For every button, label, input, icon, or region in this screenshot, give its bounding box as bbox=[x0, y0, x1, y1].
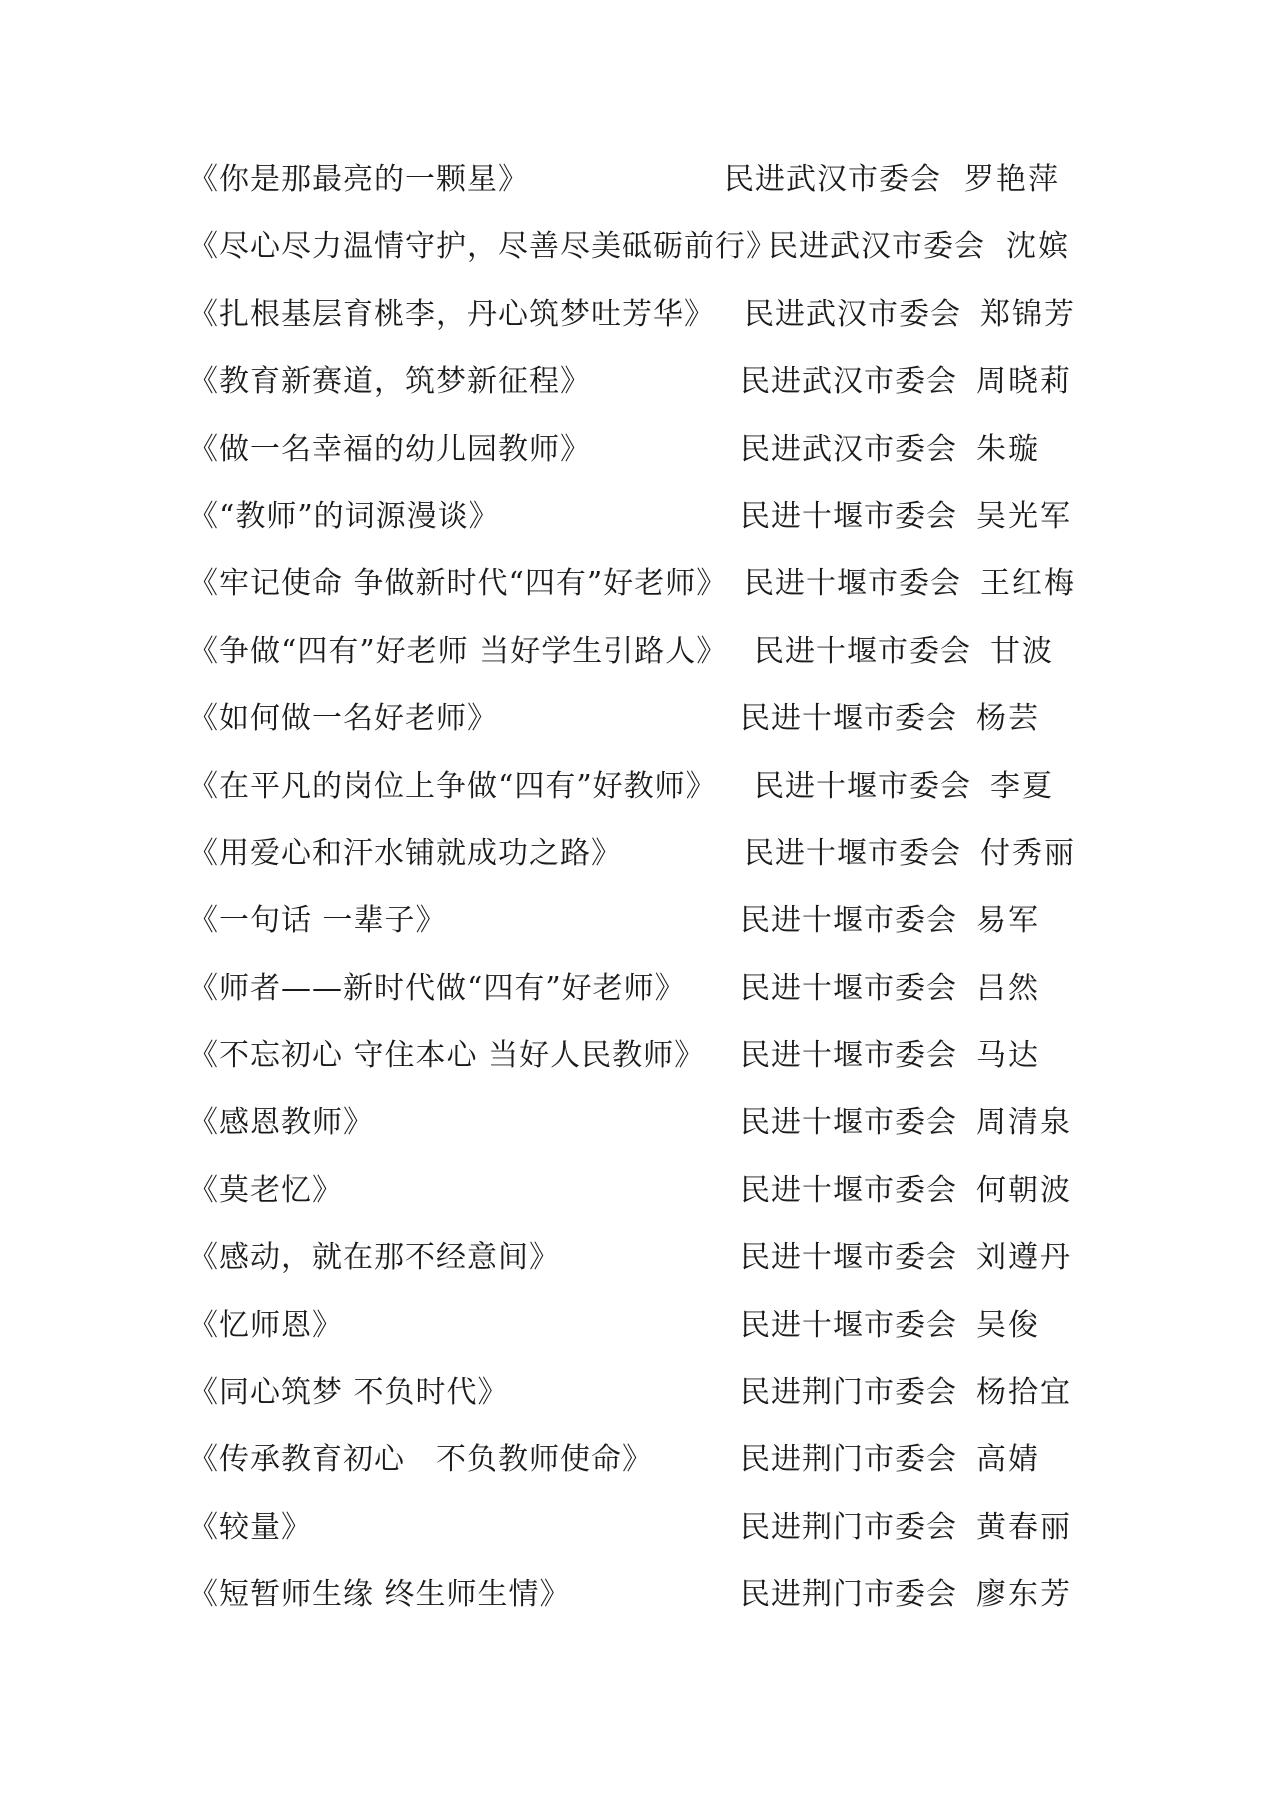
entry-author: 何朝波 bbox=[976, 1172, 1072, 1208]
entry-author: 李夏 bbox=[990, 768, 1054, 804]
entry-author: 吕然 bbox=[976, 970, 1040, 1006]
entry-organization: 民进十堰市委会 bbox=[740, 1172, 957, 1208]
entry-title: 《短暂师生缘 终生师生情》 bbox=[188, 1577, 571, 1613]
entry-title: 《用爱心和汗水铺就成功之路》 bbox=[188, 835, 622, 871]
entry-author: 付秀丽 bbox=[980, 835, 1076, 871]
entry-author: 吴光军 bbox=[976, 498, 1072, 534]
entry-title: 《教育新赛道，筑梦新征程》 bbox=[188, 364, 591, 400]
entry-title: 《感动，就在那不经意间》 bbox=[188, 1240, 560, 1276]
entry-title: 《牢记使命 争做新时代“四有”好老师》 bbox=[188, 566, 728, 602]
entry-author: 刘遵丹 bbox=[976, 1240, 1072, 1276]
entry-author: 杨芸 bbox=[976, 701, 1040, 737]
list-item bbox=[188, 834, 1088, 901]
entry-author: 廖东芳 bbox=[976, 1577, 1072, 1613]
list-item bbox=[188, 1238, 1088, 1305]
entry-organization: 民进十堰市委会 bbox=[740, 903, 957, 939]
entry-organization: 民进十堰市委会 bbox=[740, 498, 957, 534]
entry-author: 沈嫔 bbox=[1006, 229, 1070, 265]
entry-organization: 民进十堰市委会 bbox=[740, 701, 957, 737]
entry-organization: 民进荆门市委会 bbox=[740, 1577, 957, 1613]
list-item bbox=[188, 295, 1088, 362]
entry-author: 易军 bbox=[976, 903, 1040, 939]
entry-list bbox=[188, 160, 1088, 1643]
entry-organization: 民进十堰市委会 bbox=[744, 835, 961, 871]
entry-author: 吴俊 bbox=[976, 1307, 1040, 1343]
entry-author: 黄春丽 bbox=[976, 1509, 1072, 1545]
entry-author: 罗艳萍 bbox=[964, 162, 1060, 197]
list-item bbox=[188, 227, 1088, 294]
entry-organization: 民进荆门市委会 bbox=[740, 1442, 957, 1478]
entry-author: 周清泉 bbox=[976, 1105, 1072, 1141]
list-item bbox=[188, 1575, 1088, 1642]
entry-organization: 民进武汉市委会 bbox=[724, 162, 941, 197]
entry-organization: 民进武汉市委会 bbox=[740, 431, 957, 467]
entry-organization: 民进十堰市委会 bbox=[754, 633, 971, 669]
entry-title: 《你是那最亮的一颗星》 bbox=[188, 162, 529, 197]
entry-title: 《做一名幸福的幼儿园教师》 bbox=[188, 431, 591, 467]
entry-organization: 民进武汉市委会 bbox=[744, 296, 961, 332]
list-item bbox=[188, 699, 1088, 766]
entry-organization: 民进十堰市委会 bbox=[740, 1307, 957, 1343]
entry-organization: 民进十堰市委会 bbox=[740, 1240, 957, 1276]
entry-title: 《如何做一名好老师》 bbox=[188, 701, 498, 737]
entry-author: 朱璇 bbox=[976, 431, 1040, 467]
entry-organization: 民进荆门市委会 bbox=[740, 1509, 957, 1545]
list-item bbox=[188, 497, 1088, 564]
entry-organization: 民进十堰市委会 bbox=[740, 1038, 957, 1074]
list-item bbox=[188, 1103, 1088, 1170]
list-item bbox=[188, 564, 1088, 631]
entry-title: 《扎根基层育桃李，丹心筑梦吐芳华》 bbox=[188, 296, 715, 332]
list-item bbox=[188, 1373, 1088, 1440]
entry-title: 《不忘初心 守住本心 当好人民教师》 bbox=[188, 1038, 706, 1074]
list-item bbox=[188, 1508, 1088, 1575]
entry-organization: 民进荆门市委会 bbox=[740, 1375, 957, 1411]
list-item bbox=[188, 160, 1088, 227]
list-item bbox=[188, 1440, 1088, 1507]
entry-title: 《莫老忆》 bbox=[188, 1172, 343, 1208]
entry-organization: 民进十堰市委会 bbox=[740, 1105, 957, 1141]
entry-title: 《传承教育初心 不负教师使命》 bbox=[188, 1442, 653, 1478]
entry-title: 《较量》 bbox=[188, 1509, 312, 1545]
entry-organization: 民进武汉市委会 bbox=[768, 229, 985, 265]
list-item bbox=[188, 632, 1088, 699]
entry-author: 郑锦芳 bbox=[980, 296, 1076, 332]
entry-author: 马达 bbox=[976, 1038, 1040, 1074]
entry-organization: 民进武汉市委会 bbox=[740, 364, 957, 400]
entry-title: 《争做“四有”好老师 当好学生引路人》 bbox=[188, 633, 728, 669]
list-item bbox=[188, 969, 1088, 1036]
entry-title: 《同心筑梦 不负时代》 bbox=[188, 1375, 509, 1411]
entry-title: 《感恩教师》 bbox=[188, 1105, 374, 1141]
entry-title: 《尽心尽力温情守护，尽善尽美砥砺前行》 bbox=[188, 229, 777, 265]
entry-author: 王红梅 bbox=[980, 566, 1076, 602]
list-item bbox=[188, 362, 1088, 429]
entry-author: 周晓莉 bbox=[976, 364, 1072, 400]
entry-organization: 民进十堰市委会 bbox=[744, 566, 961, 602]
entry-author: 杨拾宜 bbox=[976, 1375, 1072, 1411]
list-item bbox=[188, 767, 1088, 834]
entry-author: 甘波 bbox=[990, 633, 1054, 669]
entry-title: 《“教师”的词源漫谈》 bbox=[188, 498, 500, 534]
list-item bbox=[188, 1171, 1088, 1238]
list-item bbox=[188, 1036, 1088, 1103]
list-item bbox=[188, 901, 1088, 968]
entry-organization: 民进十堰市委会 bbox=[740, 970, 957, 1006]
entry-title: 《师者——新时代做“四有”好老师》 bbox=[188, 970, 686, 1006]
entry-organization: 民进十堰市委会 bbox=[754, 768, 971, 804]
entry-author: 高婧 bbox=[976, 1442, 1040, 1478]
entry-title: 《忆师恩》 bbox=[188, 1307, 343, 1343]
list-item bbox=[188, 1306, 1088, 1373]
entry-title: 《在平凡的岗位上争做“四有”好教师》 bbox=[188, 768, 717, 804]
list-item bbox=[188, 430, 1088, 497]
entry-title: 《一句话 一辈子》 bbox=[188, 903, 447, 939]
